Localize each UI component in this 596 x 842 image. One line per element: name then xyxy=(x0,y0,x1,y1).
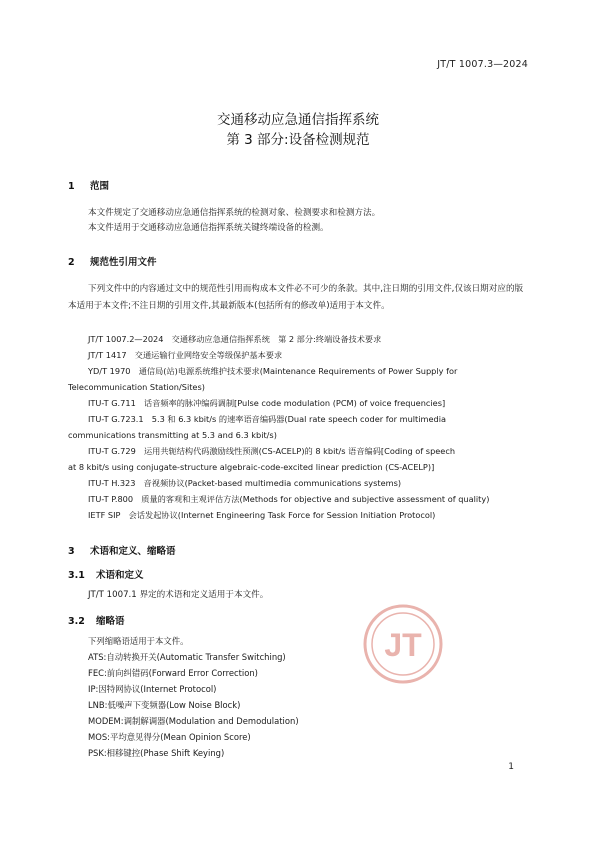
document-subtitle: 第 3 部分:设备检测规范 xyxy=(226,132,370,148)
reference-item: ITU-T G.723.1 5.3 和 6.3 kbit/s 的速率语音编码器(Dual rate speech coder for multimedia xyxy=(88,414,447,424)
section-title: 术语和定义、缩略语 xyxy=(90,546,176,557)
section-2-heading xyxy=(68,254,157,268)
scope-paragraph-1: 本文件规定了交通移动应急通信指挥系统的检测对象、检测要求和检测方法。 xyxy=(88,208,381,218)
scope-paragraph-2: 本文件适用于交通移动应急通信指挥系统关键终端设备的检测。 xyxy=(88,223,329,233)
reference-item: YD/T 1970 通信局(站)电源系统维护技术要求(Maintenance Requirements of Power Supply for xyxy=(88,366,458,376)
subsection-title: 缩略语 xyxy=(96,616,125,627)
subsection-number: 3.1 xyxy=(68,570,85,581)
reference-item: JT/T 1417 交通运输行业网络安全等级保护基本要求 xyxy=(88,350,283,360)
reference-item-continuation: communications transmitting at 5.3 and 6.3 kbit/s) xyxy=(68,430,277,440)
reference-item-continuation: at 8 kbit/s using conjugate-structure algebraic-code-excited linear prediction (CS-ACELP)] xyxy=(68,462,435,472)
reference-item: JT/T 1007.2—2024 交通移动应急通信指挥系统 第 2 部分:终端设备技术要求 xyxy=(88,334,382,344)
abbreviation-item: IP:因特网协议(Internet Protocol) xyxy=(88,684,217,694)
section-number: 2 xyxy=(68,257,75,268)
abbreviations-intro: 下列缩略语适用于本文件。 xyxy=(88,636,189,646)
subsection-3-2-heading xyxy=(68,613,125,627)
reference-item: ITU-T G.711 话音频率的脉冲编码调制[Pulse code modulation (PCM) of voice frequencies] xyxy=(88,398,446,408)
jt-watermark-logo xyxy=(362,603,444,685)
document-title: 交通移动应急通信指挥系统 xyxy=(217,112,379,128)
reference-item: IETF SIP 会话发起协议(Internet Engineering Task Force for Session Initiation Protocol) xyxy=(88,510,436,520)
standard-code: JT/T 1007.3—2024 xyxy=(437,59,528,70)
abbreviation-item: MOS:平均意见得分(Mean Opinion Score) xyxy=(88,732,251,742)
section-title: 规范性引用文件 xyxy=(90,257,157,268)
reference-item: ITU-T P.800 质量的客观和主观评估方法(Methods for objective and subjective assessment of quality) xyxy=(88,494,490,504)
reference-item: ITU-T G.729 运用共轭结构代码激励线性预测(CS-ACELP)的 8 kbit/s 语音编码[Coding of speech xyxy=(88,446,456,456)
reference-item: ITU-T H.323 音视频协议(Packet-based multimedia communications systems) xyxy=(88,478,402,488)
page-number: 1 xyxy=(508,762,514,772)
abbreviation-item: ATS:自动转换开关(Automatic Transfer Switching) xyxy=(88,652,286,662)
reference-item-continuation: Telecommunication Station/Sites) xyxy=(68,382,205,392)
section-3-heading xyxy=(68,543,176,557)
subsection-title: 术语和定义 xyxy=(96,570,144,581)
watermark-logo-text: JT xyxy=(384,627,422,663)
abbreviation-item: PSK:相移键控(Phase Shift Keying) xyxy=(88,748,225,758)
section-1-heading xyxy=(68,178,109,192)
abbreviation-item: MODEM:调制解调器(Modulation and Demodulation) xyxy=(88,716,299,726)
section-number: 3 xyxy=(68,546,75,557)
subsection-3-1-heading xyxy=(68,567,144,581)
normative-references-intro: 下列文件中的内容通过文中的规范性引用而构成本文件必不可少的条款。其中,注日期的引用文件,仅该日期对应的版本适用于本文件;不注日期的引用文件,其最新版本(包括所有的修改单)适用于本文件。 xyxy=(68,284,524,311)
subsection-number: 3.2 xyxy=(68,616,85,627)
terms-definitions-text: JT/T 1007.1 界定的术语和定义适用于本文件。 xyxy=(88,590,269,600)
section-number: 1 xyxy=(68,181,75,192)
abbreviation-item: FEC:前向纠错码(Forward Error Correction) xyxy=(88,668,258,678)
section-title: 范围 xyxy=(90,181,110,192)
abbreviation-item: LNB:低噪声下变频器(Low Noise Block) xyxy=(88,700,241,710)
